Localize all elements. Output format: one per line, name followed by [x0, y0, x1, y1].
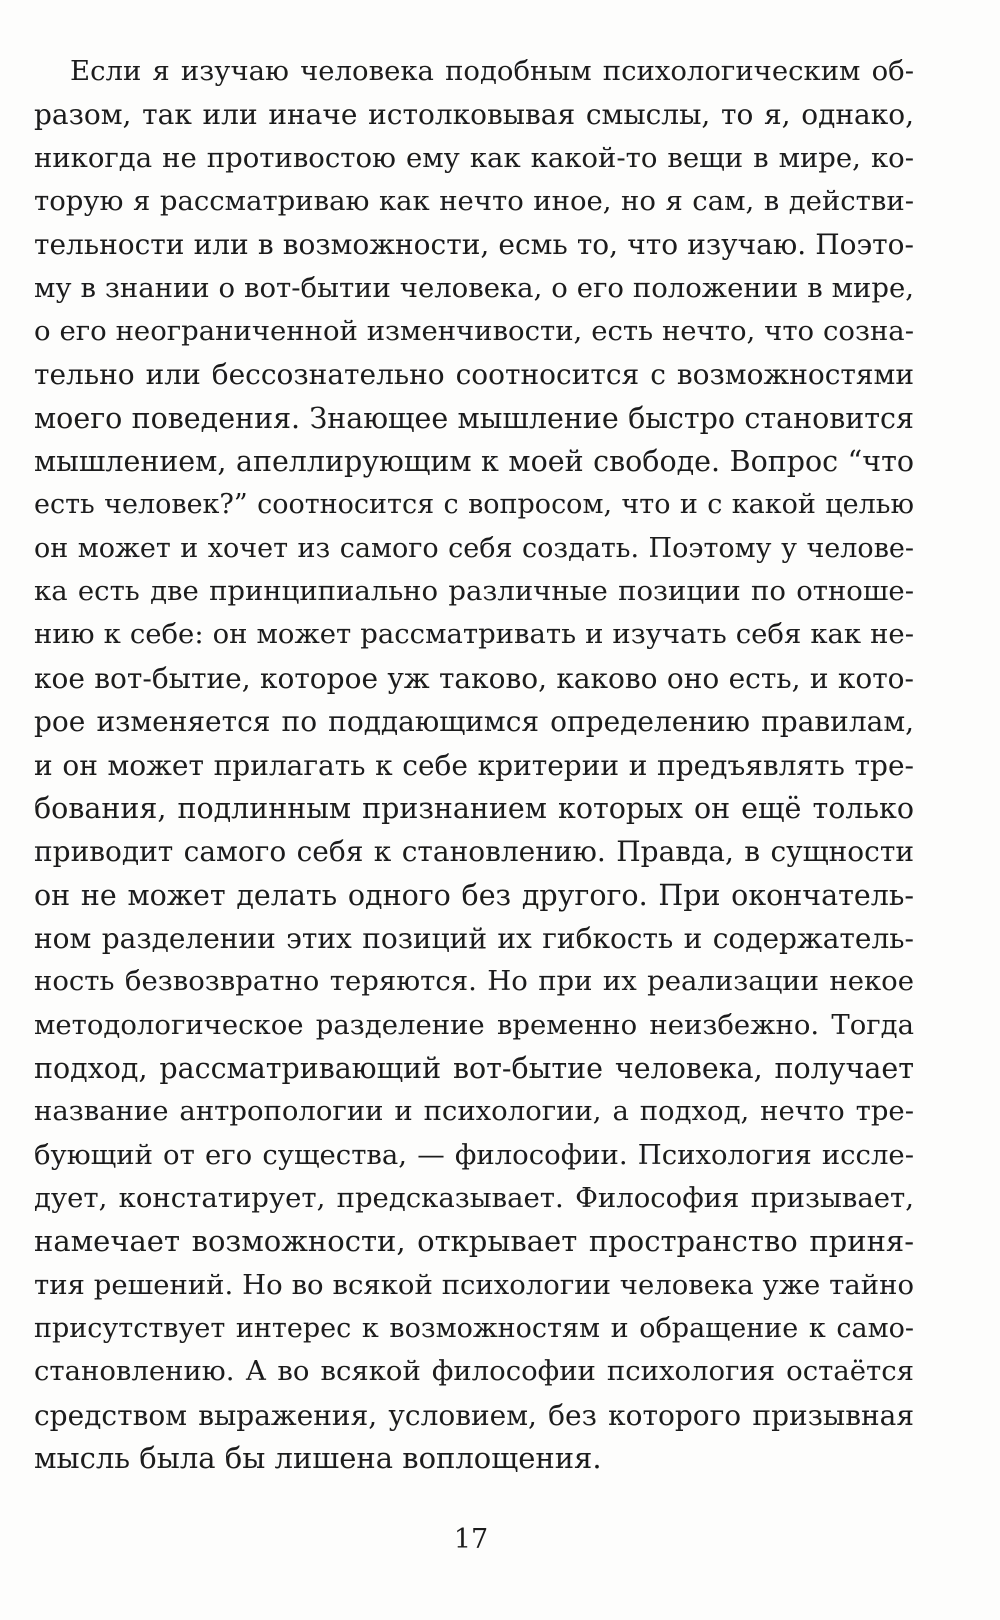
text-line: есть человек?” соотносится с вопросом, что и с какой целью [34, 489, 914, 521]
text-line: средством выражения, условием, без которого призывная [34, 1398, 914, 1432]
page-number: 17 [453, 1524, 489, 1555]
text-line: он не может делать одного без другого. При окончатель- [34, 878, 914, 912]
text-line: Если я изучаю человека подобным психологическим об- [70, 55, 914, 87]
text-line: ном разделении этих позиций их гибкость и содержатель- [34, 921, 914, 955]
text-line: намечает возможности, открывает пространство приня- [34, 1224, 914, 1259]
text-line: бующий от его существа, — философии. Психология иссле- [34, 1138, 914, 1171]
text-line: и он может прилагать к себе критерии и предъявлять тре- [34, 748, 914, 782]
text-line: кое вот-бытие, которое уж таково, каково оно есть, и кото- [34, 661, 914, 695]
text-line: дует, констатирует, предсказывает. Философия призывает, [34, 1181, 914, 1214]
text-line: название антропологии и психологии, а подход, нечто тре- [34, 1095, 914, 1128]
text-line: ка есть две принципиально различные позиции по отноше- [34, 575, 914, 608]
text-line: присутствует интерес к возможностям и обращение к само- [34, 1312, 914, 1344]
text-line: му в знании о вот-бытии человека, о его положении в мире, [34, 271, 914, 304]
text-line: моего поведения. Знающее мышление быстро становится [34, 401, 914, 435]
text-line: никогда не противостою ему как какой-то вещи в мире, ко- [34, 141, 914, 174]
text-line: разом, так или иначе истолковывая смыслы, то я, однако, [34, 98, 914, 132]
text-line: тельно или бессознательно соотносится с возможностями [34, 358, 914, 392]
text-line: методологическое разделение временно неизбежно. Тогда [34, 1008, 914, 1041]
text-line: становлению. А во всякой философии психология остаётся [34, 1355, 914, 1388]
main-paragraph [34, 50, 914, 1480]
text-line: приводит самого себя к становлению. Правда, в сущности [34, 835, 914, 869]
text-line: ность безвозвратно теряются. Но при их реализации некое [34, 965, 914, 998]
text-line: тельности или в возможности, есмь то, что изучаю. Поэто- [34, 228, 914, 262]
text-line: подход, рассматривающий вот-бытие человека, получает [34, 1051, 914, 1085]
text-line: бования, подлинным признанием которых он ещё только [34, 791, 914, 825]
text-line: о его неограниченной изменчивости, есть нечто, что созна- [34, 315, 914, 348]
text-line: мысль была бы лишена воплощения. [34, 1441, 602, 1475]
text-line: рое изменяется по поддающимся определению правилам, [34, 705, 914, 739]
text-line: он может и хочет из самого себя создать. Поэтому у челове- [34, 532, 914, 564]
text-line: мышлением, апеллирующим к моей свободе. Вопрос “что [34, 445, 914, 479]
text-line: тия решений. Но во всякой психологии человека уже тайно [34, 1268, 914, 1301]
text-line: торую я рассматриваю как нечто иное, но я сам, в действи- [34, 185, 914, 218]
text-line: нию к себе: он может рассматривать и изучать себя как не- [34, 618, 914, 651]
